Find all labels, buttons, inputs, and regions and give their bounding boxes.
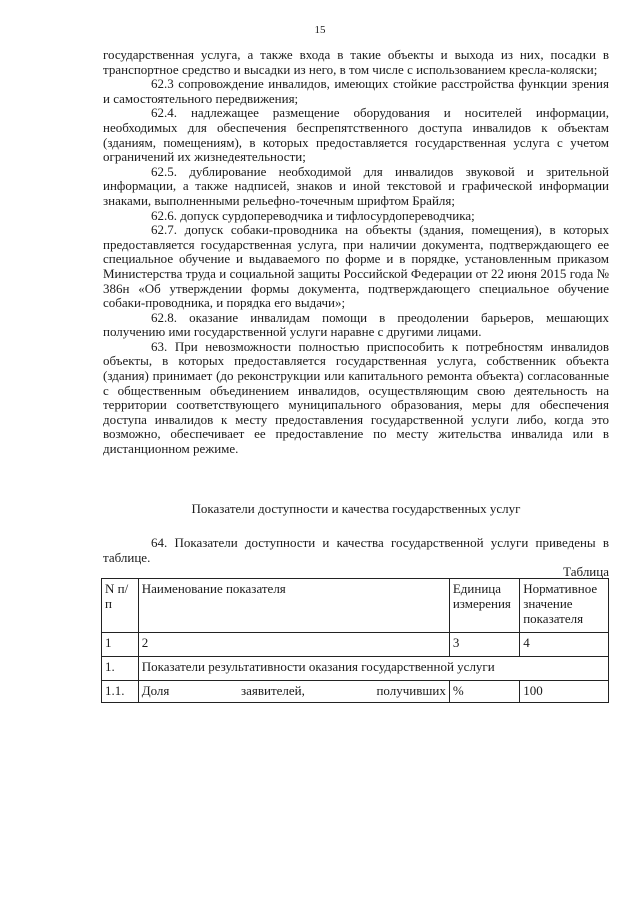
section-title-cell: Показатели результативности оказания государственной услуги bbox=[138, 657, 608, 681]
numbering-cell: 4 bbox=[520, 633, 609, 657]
paragraph-62-7: 62.7. допуск собаки-проводника на объекты (здания, помещения), в которых предоставляется государственная услуга, при наличии документа, подтверждающего ее специальное обучение и выдаваемого по форме и в порядке, установленным приказом Министерства труда и социальной защиты Российской Федерации от 22 июня 2015 года № 386н «Об утверждении формы документа, подтверждающего специальное обучение собаки-проводника, и порядка его выдачи»; bbox=[103, 222, 609, 311]
numbering-cell: 1 bbox=[102, 633, 139, 657]
row-name-cell: Доля заявителей, получивших bbox=[138, 681, 449, 703]
paragraph-62-8: 62.8. оказание инвалидам помощи в преодолении барьеров, мешающих получению ими государственной услуги наравне с другими лицами. bbox=[103, 309, 609, 340]
row-unit-cell: % bbox=[449, 681, 519, 703]
header-cell-unit: Единица измерения bbox=[449, 579, 519, 633]
header-cell-number: N п/п bbox=[102, 579, 139, 633]
row-value-cell: 100 bbox=[520, 681, 609, 703]
table-header-row bbox=[102, 579, 609, 633]
row-number-cell: 1.1. bbox=[102, 681, 139, 703]
header-cell-name: Наименование показателя bbox=[138, 579, 449, 633]
section-heading: Показатели доступности и качества государственных услуг bbox=[191, 501, 521, 516]
table-section-row bbox=[102, 657, 609, 681]
table-label: Таблица bbox=[563, 564, 609, 579]
paragraph-62-6: 62.6. допуск сурдопереводчика и тифлосурдопереводчика; bbox=[151, 207, 475, 223]
indicators-table bbox=[101, 578, 609, 703]
numbering-cell: 3 bbox=[449, 633, 519, 657]
table-row bbox=[102, 681, 609, 703]
paragraph-62-4: 62.4. надлежащее размещение оборудования и носителей информации, необходимых для обеспечения беспрепятственного доступа инвалидов к объектам (зданиям, помещениям), в которых предоставляется государственная услуга с учетом ограничений их жизнедеятельности; bbox=[103, 105, 609, 165]
numbering-cell: 2 bbox=[138, 633, 449, 657]
body-text bbox=[103, 48, 609, 457]
header-cell-norm: Нормативное значение показателя bbox=[520, 579, 609, 633]
paragraph-64: 64. Показатели доступности и качества государственной услуги приведены в таблице. bbox=[103, 535, 609, 565]
paragraph-62-3: 62.3 сопровождение инвалидов, имеющих стойкие расстройства функции зрения и самостоятельного передвижения; bbox=[103, 76, 609, 106]
page-number: 15 bbox=[314, 24, 326, 36]
paragraph-62-5: 62.5. дублирование необходимой для инвалидов звуковой и зрительной информации, а также надписей, знаков и иной текстовой и графической информации знаками, выполненными рельефно-точечным шрифтом Брайля; bbox=[103, 163, 609, 208]
paragraph-63: 63. При невозможности полностью приспособить к потребностям инвалидов объекты, в которых предоставляется государственная услуга, собственник объекта (здания) принимает (до реконструкции или капитального ремонта объекта) согласованные с общественным объединением инвалидов, осуществляющим свою деятельность на территории соответствующего муниципального образования, меры для обеспечения доступа инвалидов к месту предоставления государственной услуги либо, когда это возможно, обеспечивает ее предоставление по месту жительства инвалида или в дистанционном режиме. bbox=[103, 338, 609, 457]
table-numbering-row bbox=[102, 633, 609, 657]
section-number-cell: 1. bbox=[102, 657, 139, 681]
paragraph-continuation: государственная услуга, а также входа в такие объекты и выхода из них, посадки в транспортное средство и высадки из него, в том числе с использованием кресла-коляски; bbox=[103, 47, 609, 77]
